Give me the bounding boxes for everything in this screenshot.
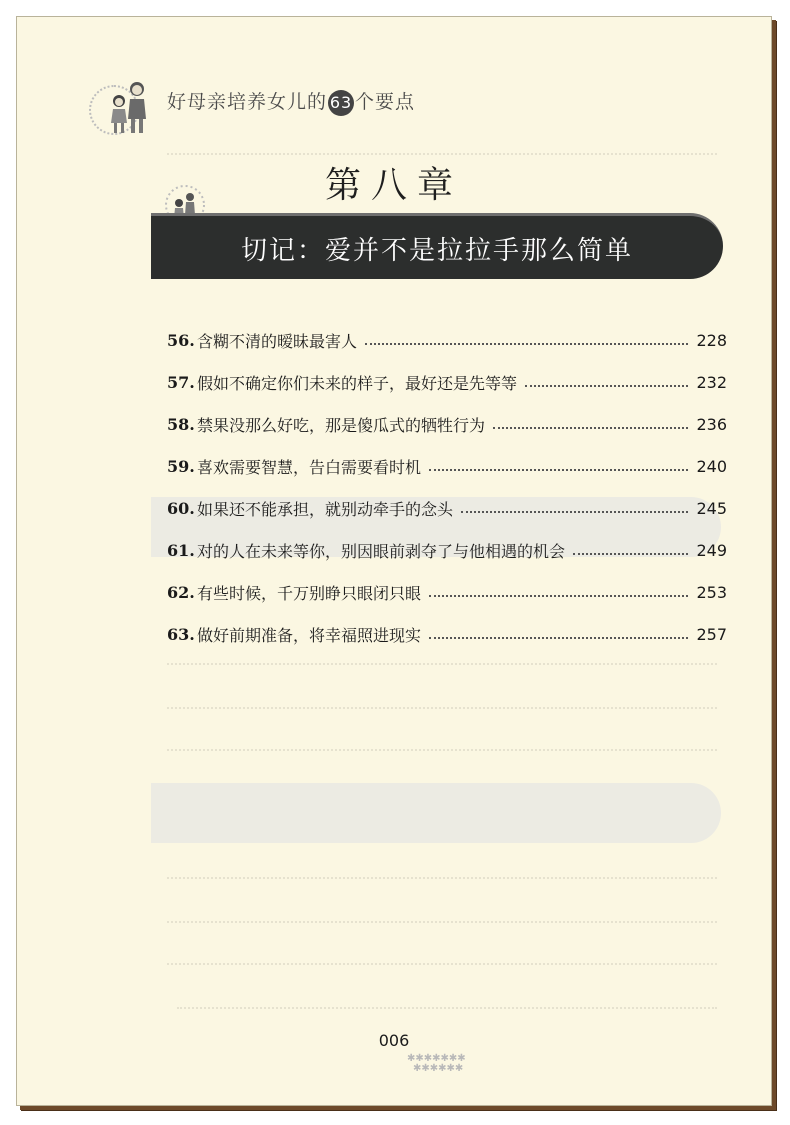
toc-entry-number: 57. <box>167 372 195 392</box>
toc-entry[interactable] <box>167 529 727 571</box>
toc-entry-number: 58. <box>167 414 195 434</box>
toc-entry-title: 假如不确定你们未来的样子，最好还是先等等 <box>197 373 518 393</box>
toc-leader-dots <box>429 637 688 639</box>
toc-entry-number: 62. <box>167 582 195 602</box>
mother-and-daughter-icon <box>99 79 155 137</box>
toc-entry[interactable] <box>167 445 727 487</box>
toc-leader-dots <box>573 553 688 555</box>
running-header <box>89 79 416 139</box>
book-title-part1: 好母亲培养女儿的 <box>167 91 328 113</box>
book-title-number-badge: 63 <box>328 90 354 116</box>
toc-entry-page: 253 <box>696 582 727 602</box>
book-title-part2: 个要点 <box>355 91 416 113</box>
toc-entry-number: 63. <box>167 624 195 644</box>
toc-entry-page: 232 <box>696 372 727 392</box>
toc-entry-number: 61. <box>167 540 195 560</box>
toc-entry-title: 做好前期准备，将幸福照进现实 <box>197 625 422 645</box>
toc-leader-dots <box>429 469 688 471</box>
book-page <box>16 16 772 1106</box>
toc-entry-title: 喜欢需要智慧，告白需要看时机 <box>197 457 422 477</box>
toc-entry-title: 如果还不能承担，就别动牵手的念头 <box>197 499 454 519</box>
toc-leader-dots <box>525 385 688 387</box>
toc-entry[interactable] <box>167 361 727 403</box>
chapter-title: 第八章 <box>324 165 463 206</box>
chapter-subtitle: 切记：爱并不是拉拉手那么简单 <box>240 236 633 266</box>
toc-entry-page: 245 <box>696 498 727 518</box>
toc-entry-number: 56. <box>167 330 195 350</box>
toc-entry-title: 禁果没那么好吃，那是傻瓜式的牺牲行为 <box>197 415 486 435</box>
toc-entry-title: 有些时候，千万别睁只眼闭只眼 <box>197 583 422 603</box>
table-of-contents <box>167 319 727 655</box>
toc-entry-number: 59. <box>167 456 195 476</box>
toc-entry-page: 257 <box>696 624 727 644</box>
toc-entry-title: 含糊不清的暧昧最害人 <box>197 331 358 351</box>
toc-entry[interactable] <box>167 613 727 655</box>
page-number: 006 <box>378 1031 410 1050</box>
toc-entry-page: 240 <box>696 456 727 476</box>
toc-entry[interactable] <box>167 571 727 613</box>
toc-entry[interactable] <box>167 319 727 361</box>
toc-leader-dots <box>429 595 688 597</box>
toc-leader-dots <box>493 427 688 429</box>
toc-leader-dots <box>365 343 688 345</box>
toc-entry[interactable] <box>167 487 727 529</box>
chapter-subtitle-banner <box>151 213 723 279</box>
toc-leader-dots <box>461 511 688 513</box>
toc-entry-page: 228 <box>696 330 727 350</box>
stars-ornament-icon <box>405 1051 515 1073</box>
svg-text:✱✱✱✱✱✱: ✱✱✱✱✱✱ <box>413 1063 464 1073</box>
toc-entry-page: 236 <box>696 414 727 434</box>
toc-entry-number: 60. <box>167 498 195 518</box>
book-title <box>167 87 415 116</box>
toc-entry[interactable] <box>167 403 727 445</box>
svg-text:✱✱✱✱✱✱✱: ✱✱✱✱✱✱✱ <box>407 1053 466 1064</box>
toc-entry-page: 249 <box>696 540 727 560</box>
toc-entry-title: 对的人在未来等你，别因眼前剥夺了与他相遇的机会 <box>197 541 566 561</box>
